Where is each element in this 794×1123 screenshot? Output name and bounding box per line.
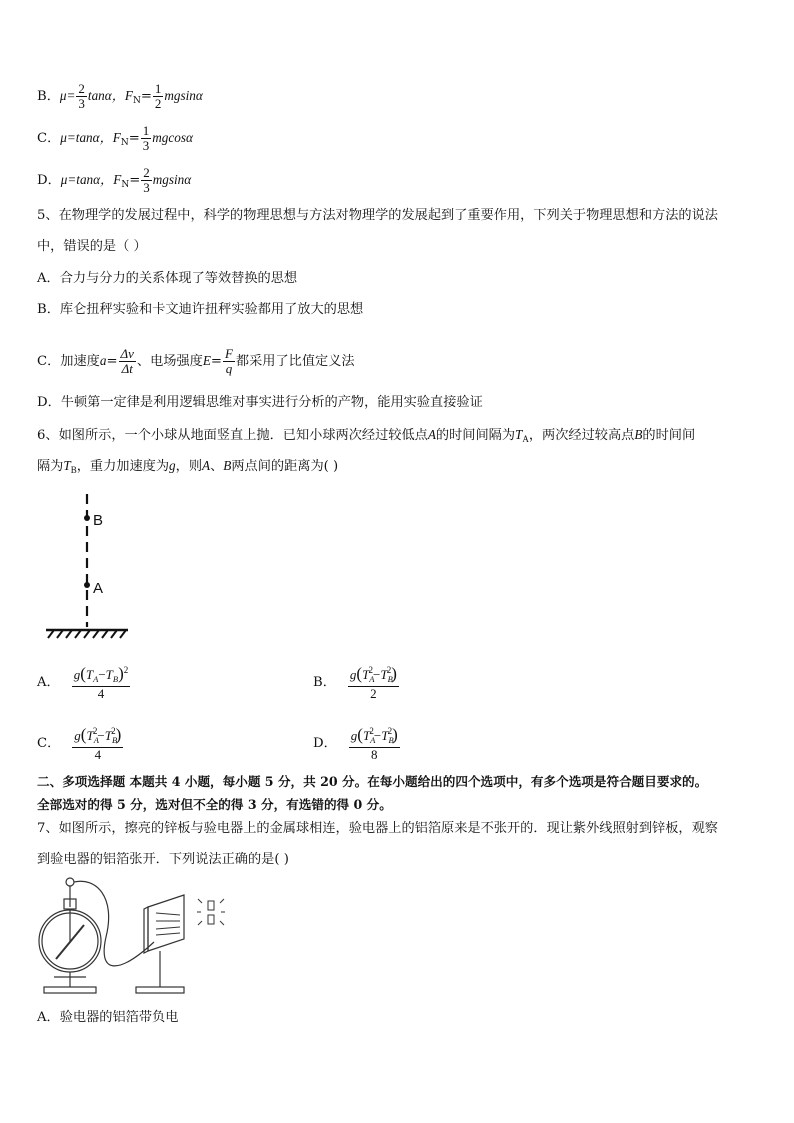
eq: = <box>140 89 152 104</box>
section2-line2: 全部选对的得 5 分，选对但不全的得 3 分，有选错的得 0 分。 <box>37 797 392 812</box>
minus: − <box>373 667 381 682</box>
option-label: B． <box>37 89 60 104</box>
q4-option-c <box>37 124 193 153</box>
q5-stem-line2: 中，错误的是（ ） <box>37 239 147 254</box>
frac-num: 1 <box>142 123 150 138</box>
t-symbol: T <box>380 667 388 682</box>
point-a-dot <box>84 582 90 588</box>
force-expr: mgcosα <box>152 130 193 145</box>
g-symbol: g <box>74 728 81 743</box>
q5-option-a: A．合力与分力的关系体现了等效替换的思想 <box>37 271 298 286</box>
fraction <box>349 724 400 762</box>
electroscope-figure <box>36 877 236 1002</box>
t-symbol: T <box>362 728 371 743</box>
q6-stem-line2 <box>37 457 338 479</box>
fraction <box>72 663 131 701</box>
q6-option-c <box>37 724 124 762</box>
q5-option-b: B．库仑扭秤实验和卡文迪许扭秤实验都用了放大的思想 <box>37 302 364 317</box>
tb-sub: B <box>70 465 77 475</box>
text: ，重力加速度为 <box>76 459 170 474</box>
square: 2 <box>111 726 116 736</box>
option-label: C． <box>37 131 61 146</box>
q4-option-b <box>37 82 203 111</box>
frac-num: $g(T_A^2-T_B^2)$ <box>348 663 399 687</box>
q7-stem-line1: 7、如图所示，擦亮的锌板与验电器上的金属球相连，验电器上的铝箔原来是不张开的．现让紫外线照射到锌板，观察 <box>37 821 718 836</box>
sub: B <box>111 735 118 745</box>
uv-lamp <box>197 899 225 925</box>
t-symbol: T <box>105 667 113 682</box>
square: 2 <box>369 726 374 736</box>
sub: A <box>93 674 99 684</box>
eq: = <box>210 354 222 369</box>
minus: − <box>97 728 105 743</box>
base <box>44 987 96 993</box>
text: ，两次经过较高点 <box>528 428 635 443</box>
frac-den: 2 <box>370 686 377 701</box>
uv-rays <box>156 913 180 935</box>
connecting-wire <box>74 881 154 966</box>
q7-option-a: A．验电器的铝箔带负电 <box>37 1010 179 1025</box>
text: 、电场强度 <box>136 354 203 369</box>
zinc-plate-edge <box>144 907 148 953</box>
g-symbol: g <box>349 667 357 682</box>
point-b: B <box>634 427 643 442</box>
fraction <box>119 347 136 376</box>
mu-suffix: tanα， <box>87 88 125 103</box>
fraction <box>141 124 152 153</box>
frac-num: 1 <box>154 81 162 96</box>
fn-symbol: F <box>112 130 121 145</box>
option-label: C．加速度 <box>37 354 100 369</box>
frac-den: q <box>225 361 233 376</box>
fn-sub: N <box>132 96 141 106</box>
frac-num: 2 <box>78 81 85 96</box>
g-symbol: g <box>73 667 81 682</box>
q6-option-b <box>313 663 400 701</box>
frac-num: $g(T_A-T_B)^2$ <box>72 663 131 687</box>
ta-sub: A <box>522 434 529 444</box>
fn-symbol: F <box>113 172 122 187</box>
point-b-dot <box>84 515 90 521</box>
text: ，则 <box>175 459 203 474</box>
fn-sub: N <box>120 138 129 148</box>
frac-den: 4 <box>94 747 102 762</box>
q4-option-d <box>37 166 191 195</box>
eq: = <box>128 131 140 146</box>
minus: − <box>373 728 382 743</box>
square: 2 <box>368 665 373 675</box>
sub: A <box>369 674 375 684</box>
q5-option-d: D．牛顿第一定律是利用逻辑思维对事实进行分析的产物，能用实验直接验证 <box>37 395 483 410</box>
text: 的时间间隔为 <box>435 428 516 443</box>
ta-symbol: T <box>515 427 523 442</box>
option-label: D． <box>313 735 337 751</box>
sub: A <box>370 735 376 745</box>
fraction <box>76 82 87 111</box>
fn-symbol: F <box>124 88 133 103</box>
point-a: A <box>427 427 436 442</box>
t-symbol: T <box>381 728 389 743</box>
text: 的时间间 <box>642 428 696 443</box>
label-a: A <box>93 580 104 597</box>
force-expr: mgsinα <box>152 172 192 187</box>
option-label: A． <box>37 674 60 690</box>
frac-den: 2 <box>154 96 162 111</box>
fn-sub: N <box>121 180 130 190</box>
q6-stem-line1 <box>37 426 695 448</box>
fraction <box>223 347 235 376</box>
text: 6、如图所示，一个小球从地面竖直上抛．已知小球两次经过较低点 <box>37 428 428 443</box>
point-b: B <box>223 458 232 473</box>
frac-den: 8 <box>371 747 378 762</box>
mu-expr: μ=tanα， <box>60 172 114 187</box>
option-label: D． <box>37 173 61 188</box>
mu-expr: μ=tanα， <box>60 130 113 145</box>
square: 2 <box>92 726 98 736</box>
frac-num: $g(T_A^2-T_B^2)$ <box>349 724 400 748</box>
frac-num: $g(T_A^2-T_B^2)$ <box>72 724 123 748</box>
text: 两点间的距离为( ) <box>231 459 339 474</box>
square: 2 <box>123 665 129 675</box>
text: 都采用了比值定义法 <box>235 354 355 369</box>
g-symbol: g <box>350 728 358 743</box>
sub: B <box>388 735 394 745</box>
point-a: A <box>202 458 211 473</box>
metal-ball <box>66 878 74 886</box>
t-symbol: T <box>362 667 370 682</box>
sub: B <box>112 674 119 684</box>
fraction <box>348 663 399 701</box>
frac-num: 2 <box>143 165 150 180</box>
tb-symbol: T <box>63 458 71 473</box>
field-symbol: E <box>202 353 211 368</box>
option-label: B． <box>313 674 336 690</box>
g-symbol: g <box>169 458 176 473</box>
text: 、 <box>210 459 224 474</box>
fraction <box>72 724 123 762</box>
t-symbol: T <box>85 667 94 682</box>
vertical-throw-figure <box>40 492 140 642</box>
mu-expr: μ= <box>59 88 76 103</box>
t-symbol: T <box>104 728 112 743</box>
frac-den: 3 <box>142 138 150 153</box>
sub: A <box>93 735 99 745</box>
text: 隔为 <box>37 459 64 474</box>
frac-den: 3 <box>143 180 150 195</box>
frac-num: F <box>224 346 233 361</box>
square: 2 <box>386 665 392 675</box>
accel-symbol: a <box>99 353 107 368</box>
option-label: C． <box>37 735 61 751</box>
q5-stem-line1: 5、在物理学的发展过程中，科学的物理思想与方法对物理学的发展起到了重要作用，下列关于物理思想和方法的说法 <box>37 208 718 223</box>
frac-den: 4 <box>97 686 105 701</box>
q6-option-a <box>37 663 131 701</box>
q7-stem-line2: 到验电器的铝箔张开．下列说法正确的是( ) <box>37 852 289 867</box>
q6-option-d <box>313 724 401 762</box>
force-expr: mgsinα <box>164 88 203 103</box>
eq: = <box>129 173 141 188</box>
section2-line1: 二、多项选择题 本题共 4 小题，每小题 5 分，共 20 分。在每小题给出的四个选项中，有多个选项是符合题目要求的。 <box>37 774 708 789</box>
t-symbol: T <box>86 728 94 743</box>
sub: B <box>387 674 393 684</box>
fraction <box>141 166 152 195</box>
q5-option-c <box>37 347 355 376</box>
eq: = <box>106 354 118 369</box>
minus: − <box>98 667 106 682</box>
frac-den: Δt <box>121 361 133 376</box>
frac-num: Δv <box>120 346 134 361</box>
label-b: B <box>93 512 104 529</box>
fraction <box>153 82 164 111</box>
frac-den: 3 <box>78 96 85 111</box>
plate-base <box>136 987 184 993</box>
square: 2 <box>387 726 393 736</box>
